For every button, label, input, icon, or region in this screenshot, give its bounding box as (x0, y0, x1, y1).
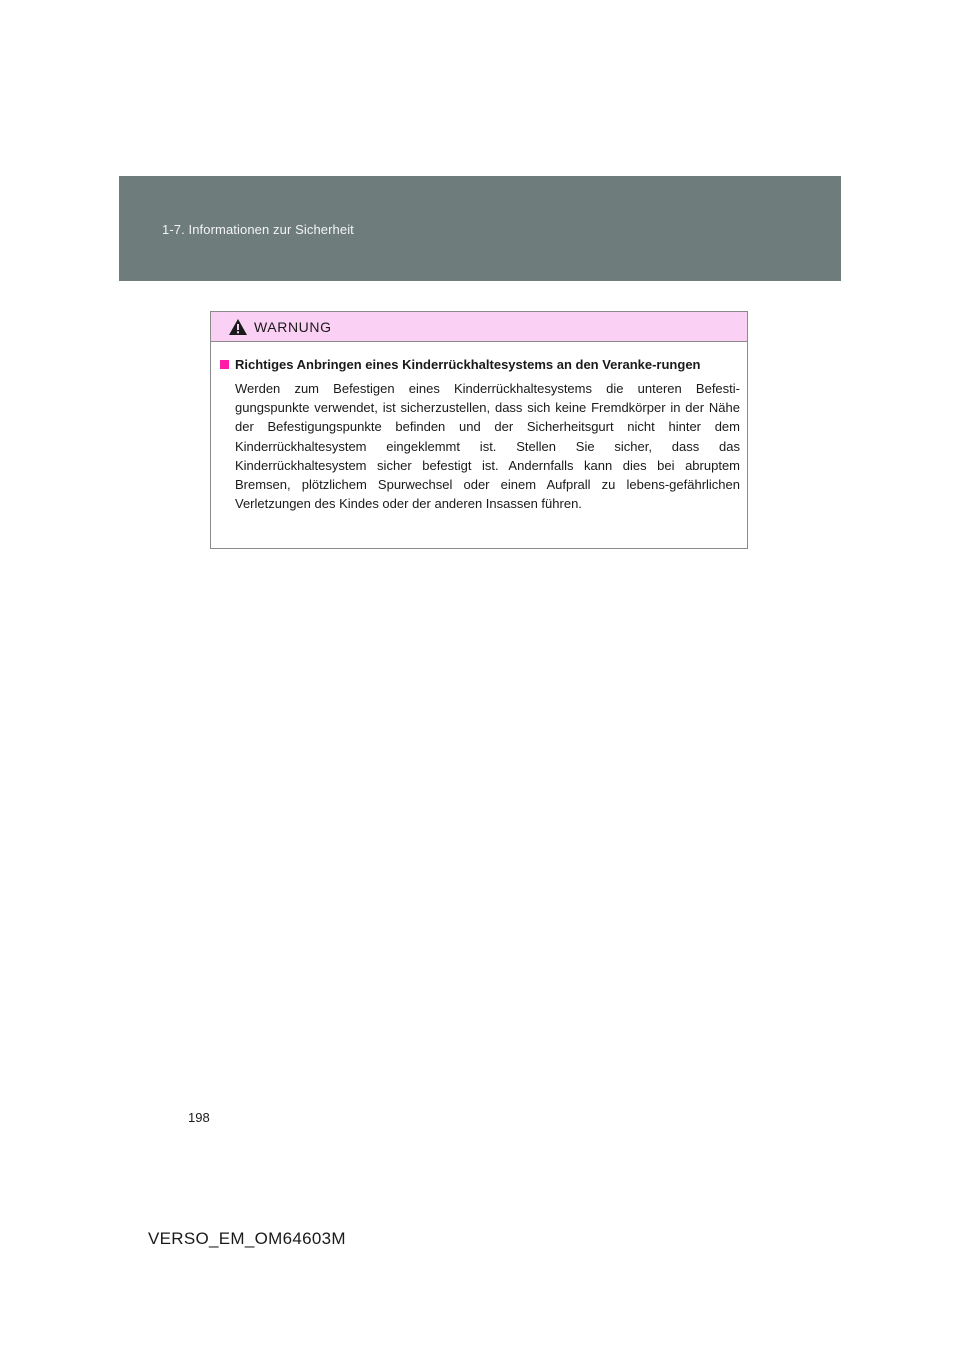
page-number: 198 (188, 1110, 210, 1125)
warning-label: WARNUNG (254, 319, 332, 335)
warning-subheading (220, 355, 740, 374)
warning-subheading-text: Richtiges Anbringen eines Kinderrückhaltesystems an den Veranke-rungen (235, 357, 701, 372)
warning-paragraph: Werden zum Befestigen eines Kinderrückhaltesystems die unteren Befesti-gungspunkte verwendet, ist sicherzustellen, dass sich keine Fremdkörper in der Nähe der Befestigungspunkte befinden und der Sicherheitsgurt nicht hinter dem Kinderrückhaltesystem eingeklemmt ist. Stellen Sie sicher, dass das Kinderrückhaltesystem sicher befestigt ist. Andernfalls kann dies bei abruptem Bremsen, plötzlichem Spurwechsel oder einem Aufprall zu lebens-gefährlichen Verletzungen des Kindes oder der anderen Insassen führen. (235, 381, 740, 512)
bullet-square-icon (220, 360, 229, 369)
document-code: VERSO_EM_OM64603M (148, 1229, 346, 1248)
warning-triangle-icon (228, 318, 248, 336)
section-title: 1-7. Informationen zur Sicherheit (162, 222, 354, 237)
warning-box (210, 311, 748, 549)
warning-body (211, 342, 747, 513)
warning-header (211, 312, 747, 342)
section-header-band (119, 176, 841, 281)
